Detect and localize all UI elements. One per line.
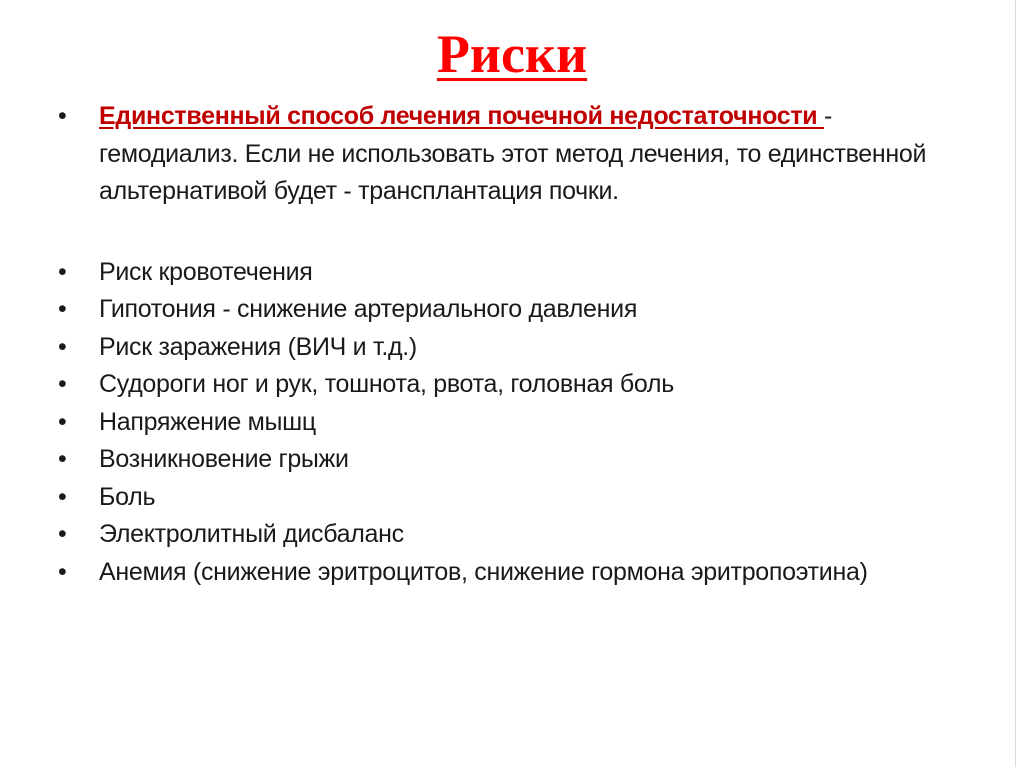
list-item-text: Боль <box>99 482 156 511</box>
bullet-marker: • <box>58 520 67 548</box>
bullet-marker: • <box>58 257 67 286</box>
list-item <box>58 254 938 292</box>
slide-title: Риски <box>436 24 588 84</box>
bullet-marker: • <box>58 407 67 436</box>
slide-content <box>58 98 938 591</box>
intro-dash: - <box>824 102 833 130</box>
intro-bullet-item <box>58 98 938 211</box>
bullet-marker: • <box>58 332 67 361</box>
bullet-marker: • <box>58 557 67 586</box>
bullet-marker: • <box>58 482 67 511</box>
list-item-text: Гипотония - снижение артериального давления <box>99 295 638 323</box>
intro-rest-text: гемодиализ. Если не использовать этот метод лечения, то единственной альтернативой будет - трансплантация почки. <box>99 139 927 205</box>
list-item-text: Возникновение грыжи <box>99 445 349 473</box>
list-item <box>58 441 938 479</box>
bullet-marker: • <box>58 102 67 130</box>
intro-highlight-text: Единственный способ лечения почечной недостаточности <box>99 102 825 130</box>
bullet-marker: • <box>58 445 67 473</box>
list-item <box>58 366 938 404</box>
list-item <box>58 291 938 329</box>
risk-list <box>58 254 938 592</box>
list-item-text: Риск кровотечения <box>99 257 313 286</box>
bullet-marker: • <box>58 370 67 398</box>
list-item-text: Риск заражения (ВИЧ и т.д.) <box>99 332 417 361</box>
list-item <box>58 329 938 367</box>
list-item <box>58 554 938 592</box>
list-item-text: Электролитный дисбаланс <box>99 520 404 548</box>
list-item-text: Судороги ног и рук, тошнота, рвота, головная боль <box>99 370 674 398</box>
list-item-text: Анемия (снижение эритроцитов, снижение гормона эритропоэтина) <box>99 557 868 586</box>
list-item <box>58 479 938 517</box>
list-item-text: Напряжение мышц <box>99 407 316 436</box>
list-item <box>58 516 938 554</box>
list-item <box>58 404 938 442</box>
bullet-marker: • <box>58 295 67 323</box>
